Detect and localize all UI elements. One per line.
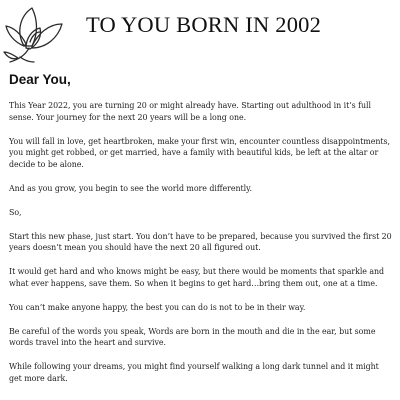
paragraph: Start this new phase, just start. You don’t have to be prepared, because you survived the first 20 years doesn’t mean you should have the next 20 all figured out.: [9, 231, 392, 253]
lotus-flower-icon: [2, 2, 66, 66]
page-title: TO YOU BORN IN 2002: [86, 12, 322, 37]
paragraph: And as you grow, you begin to see the world more differently.: [9, 183, 252, 193]
letter-body: [9, 72, 393, 397]
paragraph: You will fall in love, get heartbroken, make your first win, encounter countless disappointments, you might get robbed, or get married, have a family with beautiful kids, be left at the altar or decide to be alone.: [9, 136, 390, 170]
paragraph: You can’t make anyone happy, the best you can do is not to be in their way.: [9, 302, 306, 312]
greeting: Dear You,: [9, 72, 71, 87]
paragraph: It would get hard and who knows might be easy, but there would be moments that sparkle and what ever happens, save them. So when it begins to get hard…bring them out, one at a time.: [9, 267, 385, 288]
paragraph: This Year 2022, you are turning 20 or might already have. Starting out adulthood in it’s full sense. Your journey for the next 20 years will be a long one.: [9, 101, 371, 122]
paragraph: While following your dreams, you might find yourself walking a long dark tunnel and it might get more dark.: [9, 362, 379, 383]
paragraph: Be careful of the words you speak, Words are born in the mouth and die in the ear, but some words travel into the heart and survive.: [9, 326, 376, 348]
paragraph: So,: [9, 207, 22, 217]
